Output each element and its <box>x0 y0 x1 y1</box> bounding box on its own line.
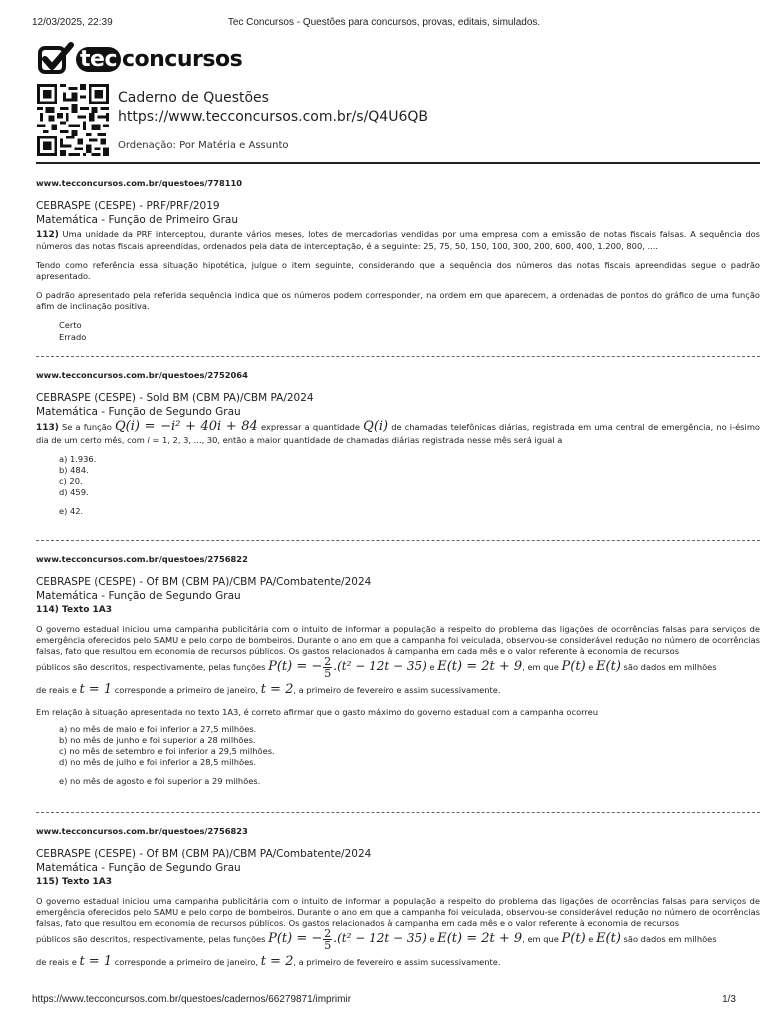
question-body: e <box>585 662 597 672</box>
question-body: públicos são descritos, respectivamente, pelas funções <box>36 934 269 944</box>
fraction-denominator: 5 <box>324 939 332 952</box>
question-body: Se a função <box>58 422 115 432</box>
question-text <box>36 421 760 446</box>
function-p-body: .(t² − 12t − 35) <box>333 659 427 673</box>
function-qi: Q(i) <box>363 419 389 434</box>
question-link[interactable]: www.tecconcursos.com.br/questoes/2756823 <box>36 826 248 836</box>
question-link[interactable]: www.tecconcursos.com.br/questoes/2752064 <box>36 370 248 380</box>
question-113 <box>36 370 760 517</box>
option-c[interactable]: c) 20. <box>59 476 83 486</box>
question-body: de reais e <box>36 957 80 967</box>
question-topic: Matemática - Função de Segundo Grau <box>36 406 241 418</box>
footer-url: https://www.tecconcursos.com.br/questoes/cadernos/66279871/imprimir <box>32 994 352 1005</box>
function-pt: P(t) <box>561 659 586 674</box>
option-a[interactable]: a) no mês de maio e foi inferior a 27,5 milhões. <box>59 724 257 734</box>
question-topic: Matemática - Função de Primeiro Grau <box>36 214 239 226</box>
option-certo[interactable]: Certo <box>59 320 82 330</box>
caderno-title: Caderno de Questões <box>118 90 269 106</box>
question-112 <box>36 178 760 343</box>
question-114 <box>36 554 760 787</box>
option-b[interactable]: b) 484. <box>59 465 89 475</box>
fraction-numerator: 2 <box>324 655 332 668</box>
print-datetime: 12/03/2025, 22:39 <box>32 17 113 28</box>
question-statement: O padrão apresentado pela referida sequência indica que os números podem corresponder, na ordem em que aparecem, a ordenadas de pontos do gráfico de uma função afim de inclinação positiva. <box>36 290 760 311</box>
tecconcursos-logo <box>38 42 242 76</box>
question-body: de chamadas telefônicas diárias, registrada em uma central de emergência, no i-ésimo dia de um certo mês, com <box>36 422 760 445</box>
question-text <box>36 229 760 252</box>
function-pt: P(t) <box>561 931 586 946</box>
option-d[interactable]: d) no mês de julho e foi inferior a 28,5 milhões. <box>59 757 257 767</box>
question-body: expressar a quantidade <box>257 422 364 432</box>
fraction <box>323 928 332 951</box>
logo-wordmark <box>76 47 242 72</box>
question-body: corresponde a primeiro de janeiro, <box>112 685 261 695</box>
fraction-denominator: 5 <box>324 667 332 680</box>
question-body: públicos são descritos, respectivamente, pelas funções <box>36 662 269 672</box>
option-a[interactable]: a) 1.936. <box>59 454 97 464</box>
fraction <box>323 656 332 679</box>
option-e[interactable]: e) no mês de agosto e foi superior a 29 milhões. <box>59 776 261 786</box>
function-p-body: .(t² − 12t − 35) <box>333 931 427 945</box>
question-115 <box>36 826 760 973</box>
question-body: , a primeiro de fevereiro e assim sucessivamente. <box>293 957 501 967</box>
question-body: , em que <box>522 934 562 944</box>
logo-tec: tec <box>76 47 121 72</box>
function-et: E(t) <box>596 931 621 946</box>
question-source: CEBRASPE (CESPE) - Of BM (CBM PA)/CBM PA/Combatente/2024 <box>36 848 372 860</box>
t-equals-1: t = 1 <box>79 682 113 697</box>
question-source: CEBRASPE (CESPE) - Of BM (CBM PA)/CBM PA/Combatente/2024 <box>36 576 372 588</box>
question-topic: Matemática - Função de Segundo Grau <box>36 590 241 602</box>
header-divider <box>36 162 760 164</box>
print-title: Tec Concursos - Questões para concursos, provas, editais, simulados. <box>227 17 541 28</box>
question-body: , a primeiro de fevereiro e assim sucessivamente. <box>293 685 501 695</box>
page-number: 1/3 <box>722 994 736 1005</box>
question-body: , em que <box>522 662 562 672</box>
question-body: são dados em milhões <box>620 934 717 944</box>
option-d[interactable]: d) 459. <box>59 487 89 497</box>
question-functions <box>36 655 760 701</box>
question-separator <box>36 356 760 357</box>
t-equals-2: t = 2 <box>260 954 294 969</box>
fraction-numerator: 2 <box>324 927 332 940</box>
question-body: e <box>585 934 597 944</box>
checkmark-icon <box>38 42 74 76</box>
function-e: E(t) = 2t + 9 <box>437 931 523 946</box>
function-q: Q(i) = −i² + 40i + 84 <box>115 419 258 434</box>
caderno-url[interactable]: https://www.tecconcursos.com.br/s/Q4U6QB <box>118 109 428 125</box>
question-body: e <box>426 934 438 944</box>
option-c[interactable]: c) no mês de setembro e foi inferior a 29,5 milhões. <box>59 746 275 756</box>
question-topic: Matemática - Função de Segundo Grau <box>36 862 241 874</box>
question-body: Uma unidade da PRF interceptou, durante vários meses, lotes de mercadorias vendidas por uma empresa com a emissão de notas fiscais falsas. A sequência dos números das notas fiscais apreendidas, ordenados pela data de interceptação, é a seguinte: 25, 75, 50, 150, 100, 300, 200, 600, 400, 1.200, 800, .... <box>36 229 760 251</box>
question-number: 113) <box>36 423 59 433</box>
question-body: corresponde a primeiro de janeiro, <box>112 957 261 967</box>
question-link[interactable]: www.tecconcursos.com.br/questoes/2756822 <box>36 554 248 564</box>
ordenacao-label: Ordenação: Por Matéria e Assunto <box>118 140 289 151</box>
function-p: P(t) = − <box>268 659 323 674</box>
question-text: O governo estadual iniciou uma campanha publicitária com o intuito de informar a população a respeito do problema das ligações de ocorrências falsas para serviços de emergência oferecidos pelo SAMU e pelo corpo de bombeiros. Durante o ano em que a campanha foi veiculada, observou-se considerável redução no número de ocorrências falsas, fato que resultou em economia de recursos públicos. Os gastos relacionados à campanha em cada mês e o valor referente à economia de recursos <box>36 624 760 656</box>
question-number: 114) Texto 1A3 <box>36 605 112 615</box>
question-context: Tendo como referência essa situação hipotética, julgue o item seguinte, considerando que a sequência dos números das notas fiscais apreendidas segue o padrão apresentado. <box>36 260 760 281</box>
function-e: E(t) = 2t + 9 <box>437 659 523 674</box>
question-source: CEBRASPE (CESPE) - PRF/PRF/2019 <box>36 200 220 212</box>
t-equals-1: t = 1 <box>79 954 113 969</box>
qr-code-icon <box>37 84 109 156</box>
question-body: = 1, 2, 3, ..., 30, então a maior quantidade de chamadas diárias registrada nesse mês será igual a <box>149 435 563 445</box>
question-number: 115) Texto 1A3 <box>36 877 112 887</box>
function-et: E(t) <box>596 659 621 674</box>
question-link[interactable]: www.tecconcursos.com.br/questoes/778110 <box>36 178 243 188</box>
option-e[interactable]: e) 42. <box>59 506 84 516</box>
option-errado[interactable]: Errado <box>59 332 87 342</box>
t-equals-2: t = 2 <box>260 682 294 697</box>
question-separator <box>36 812 760 813</box>
question-body: e <box>426 662 438 672</box>
question-body: são dados em milhões <box>620 662 717 672</box>
question-separator <box>36 540 760 541</box>
function-p: P(t) = − <box>268 931 323 946</box>
question-statement: Em relação à situação apresentada no texto 1A3, é correto afirmar que o gasto máximo do governo estadual com a campanha ocorreu <box>36 707 599 717</box>
question-source: CEBRASPE (CESPE) - Sold BM (CBM PA)/CBM PA/2024 <box>36 392 314 404</box>
question-number: 112) <box>36 230 59 240</box>
option-b[interactable]: b) no mês de junho e foi superior a 28 milhões. <box>59 735 256 745</box>
question-text: O governo estadual iniciou uma campanha publicitária com o intuito de informar a população a respeito do problema das ligações de ocorrências falsas para serviços de emergência oferecidos pelo SAMU e pelo corpo de bombeiros. Durante o ano em que a campanha foi veiculada, observou-se considerável redução no número de ocorrências falsas, fato que resultou em economia de recursos públicos. Os gastos relacionados à campanha em cada mês e o valor referente à economia de recursos <box>36 896 760 928</box>
question-functions <box>36 927 760 973</box>
variable-i: i <box>147 435 150 445</box>
question-body: de reais e <box>36 685 80 695</box>
logo-concursos: concursos <box>121 46 243 72</box>
